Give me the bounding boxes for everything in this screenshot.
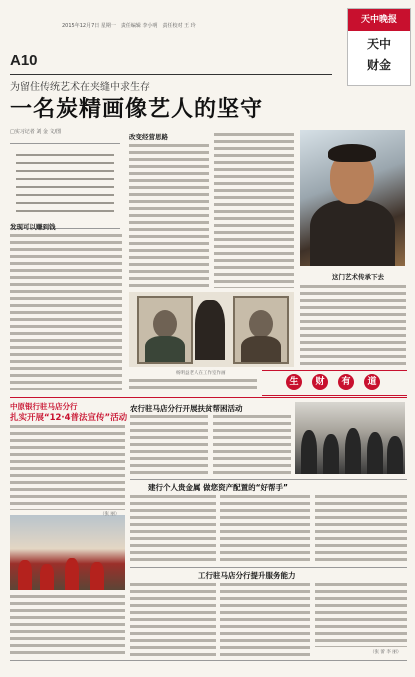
heading-abc: 农行驻马店分行开展扶贫帮困活动 — [130, 404, 243, 413]
newspaper-logo: 天中晚报 — [348, 9, 410, 31]
artist-photo — [300, 130, 405, 266]
group-person-3 — [345, 428, 361, 474]
subhead-change-thinking: 改变经营思路 — [129, 133, 168, 141]
body-ccb-1 — [130, 494, 216, 564]
body-zhongyuan — [10, 424, 125, 510]
heading-ccb: 建行个人贵金属 做您资产配置的“好帮手” — [148, 483, 288, 492]
subhead-found-money: 发现可以赚到钱 — [10, 223, 56, 231]
header-meta: 2015年12月7日 星期一 责任编辑 李小明 责任校对 王 玲 — [62, 23, 196, 29]
page-code: A10 — [10, 52, 38, 69]
standing-person — [195, 300, 225, 360]
intro-box — [10, 143, 120, 229]
article-headline: 一名炭精画像艺人的坚守 — [10, 97, 264, 122]
banner-char-2: 财 — [312, 374, 328, 390]
portrait-body-1 — [145, 336, 185, 362]
reporter-tag-2: （张 蕾 李 丽） — [370, 650, 402, 655]
crowd-person-3 — [65, 558, 79, 590]
photo-figure-hair — [328, 144, 376, 162]
photo-figure-body — [310, 200, 395, 266]
group-person-5 — [387, 436, 403, 474]
group-photo — [295, 402, 405, 474]
body-icbc-3 — [315, 582, 407, 647]
group-person-1 — [301, 430, 317, 474]
group-person-4 — [367, 432, 383, 474]
divider-3 — [130, 567, 407, 568]
banner-char-4: 道 — [364, 374, 380, 390]
section-name-2: 财金 — [366, 58, 391, 72]
body-ccb-2 — [220, 494, 310, 564]
pull-quote: 这门艺术传承下去 — [332, 273, 384, 281]
crowd-person-4 — [90, 562, 104, 590]
body-icbc-1 — [130, 582, 216, 657]
intro-text — [16, 152, 114, 212]
portrait-frame-1 — [137, 296, 193, 364]
portrait-frame-2 — [233, 296, 289, 364]
body-ccb-3 — [315, 494, 407, 564]
crowd-person-1 — [18, 560, 32, 590]
event-photo — [10, 515, 125, 590]
photo-caption: 杨明益老人在工作室作画 — [176, 371, 226, 376]
crowd-person-2 — [40, 564, 54, 590]
section-banner — [262, 370, 407, 396]
group-person-2 — [323, 434, 339, 474]
section-logo — [347, 8, 411, 86]
body-col-4 — [300, 284, 406, 366]
article-subtitle: 为留住传统艺术在夹缝中求生存 — [10, 82, 150, 93]
section-name-1: 天中 — [366, 37, 391, 51]
body-col-1 — [10, 233, 122, 390]
body-col-2 — [129, 143, 209, 288]
section-divider — [10, 397, 407, 398]
portrait-works-photo — [129, 292, 294, 367]
portrait-body-2 — [241, 336, 281, 362]
body-icbc-2 — [220, 582, 310, 657]
footer-rule — [10, 660, 407, 661]
portrait-face-1 — [153, 310, 177, 338]
heading-zhongyuan-2: 扎实开展“12·4普法宣传”活动 — [10, 413, 128, 423]
body-zhongyuan-2 — [10, 594, 125, 658]
banner-char-1: 生 — [286, 374, 302, 390]
banner-char-3: 有 — [338, 374, 354, 390]
heading-zhongyuan-1: 中原银行驻马店分行 — [10, 402, 78, 411]
reporter-tag-1: （张 丽） — [100, 512, 120, 517]
article-byline: □实习记者 刘 金 文/图 — [10, 129, 62, 135]
portrait-face-2 — [249, 310, 273, 338]
body-col-5 — [129, 378, 257, 392]
header-rule — [10, 74, 332, 75]
divider-2 — [130, 479, 407, 480]
body-abc-2 — [213, 414, 291, 476]
body-col-3 — [214, 132, 294, 288]
heading-icbc: 工行驻马店分行提升服务能力 — [198, 571, 296, 580]
body-abc-1 — [130, 414, 208, 476]
